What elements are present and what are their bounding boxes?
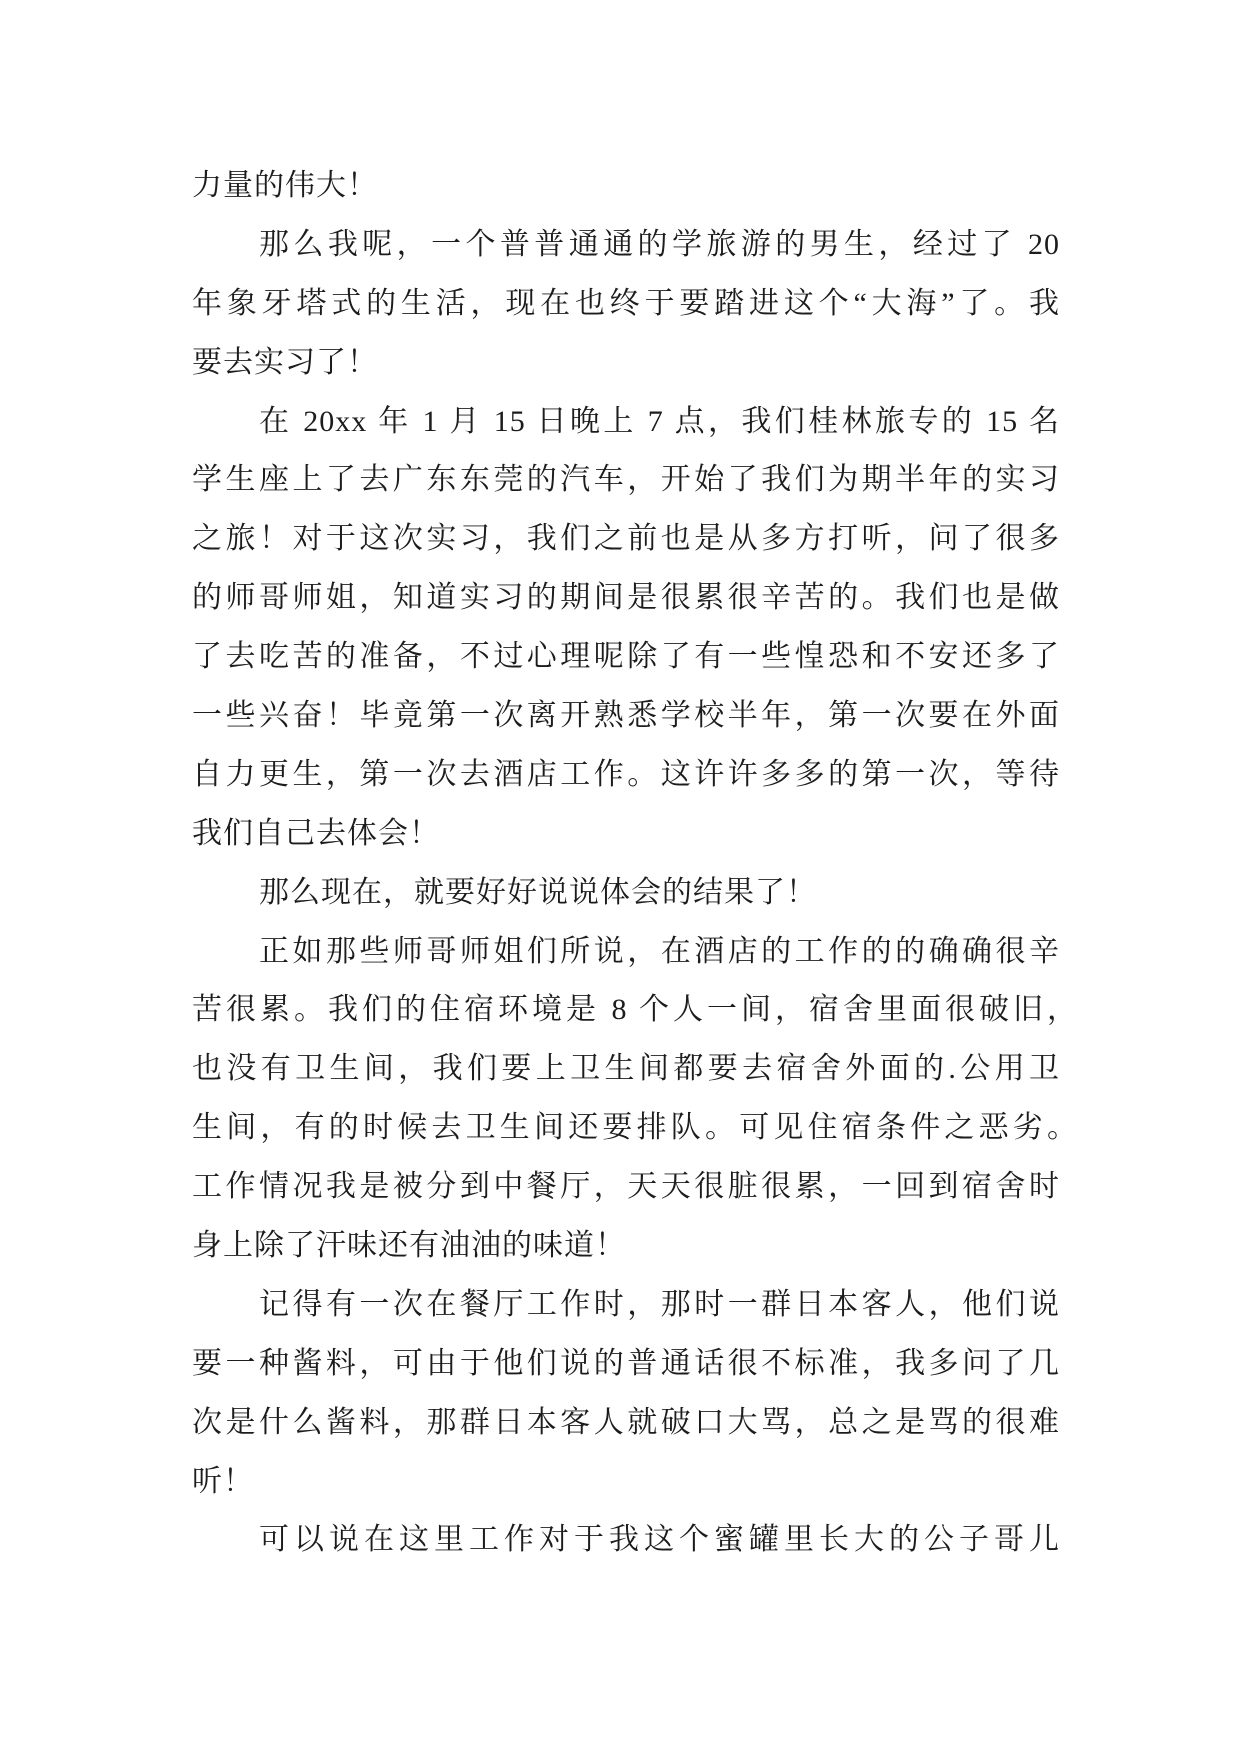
- text-line: 了去吃苦的准备，不过心理呢除了有一些惶恐和不安还多了: [192, 640, 1060, 674]
- text-line: 年象牙塔式的生活，现在也终于要踏进这个“大海”了。我: [192, 286, 1060, 320]
- text-line: 那么我呢，一个普普通通的学旅游的男生，经过了 20: [259, 227, 1060, 261]
- text-line: 身上除了汗味还有油油的味道！: [192, 1229, 626, 1263]
- paragraph: [192, 393, 1060, 864]
- paragraph: [192, 923, 1078, 1276]
- body-text: [192, 157, 1078, 1570]
- text-line: 次是什么酱料，那群日本客人就破口大骂，总之是骂的很难: [192, 1405, 1060, 1439]
- text-line: 我们自己去体会！: [192, 816, 440, 850]
- text-line: 的师哥师姐，知道实习的期间是很累很辛苦的。我们也是做: [192, 581, 1060, 615]
- text-line: 可以说在这里工作对于我这个蜜罐里长大的公子哥儿: [259, 1523, 1060, 1557]
- text-line: 苦很累。我们的住宿环境是 8 个人一间，宿舍里面很破旧，: [192, 993, 1078, 1027]
- text-line: 正如那些师哥师姐们所说，在酒店的工作的的确确很辛: [259, 934, 1060, 968]
- text-line: 力量的伟大！: [192, 169, 378, 202]
- text-line: 在 20xx 年 1 月 15 日晚上 7 点，我们桂林旅专的 15 名: [259, 404, 1060, 438]
- paragraph: [192, 216, 1060, 393]
- text-line: 一些兴奋！毕竟第一次离开熟悉学校半年，第一次要在外面: [192, 699, 1060, 733]
- text-line: 听！: [192, 1464, 254, 1498]
- text-line: 生间，有的时候去卫生间还要排队。可见住宿条件之恶劣。: [192, 1111, 1078, 1145]
- text-line: 之旅！对于这次实习，我们之前也是从多方打听，问了很多: [192, 522, 1060, 556]
- text-line: 要去实习了！: [192, 345, 378, 379]
- text-line: 工作情况我是被分到中餐厅，天天很脏很累，一回到宿舍时: [192, 1170, 1060, 1204]
- text-line: 学生座上了去广东东莞的汽车，开始了我们为期半年的实习: [192, 463, 1060, 497]
- paragraph: [192, 1511, 1060, 1570]
- paragraph: [192, 864, 1060, 923]
- text-line: 记得有一次在餐厅工作时，那时一群日本客人，他们说: [259, 1287, 1060, 1321]
- text-line: 那么现在，就要好好说说体会的结果了！: [259, 875, 817, 909]
- text-line: 要一种酱料，可由于他们说的普通话很不标准，我多问了几: [192, 1346, 1060, 1380]
- text-line: 自力更生，第一次去酒店工作。这许许多多的第一次，等待: [192, 757, 1060, 791]
- paragraph: [192, 157, 1060, 216]
- paragraph: [192, 1276, 1060, 1512]
- text-line: 也没有卫生间，我们要上卫生间都要去宿舍外面的.公用卫: [192, 1052, 1060, 1086]
